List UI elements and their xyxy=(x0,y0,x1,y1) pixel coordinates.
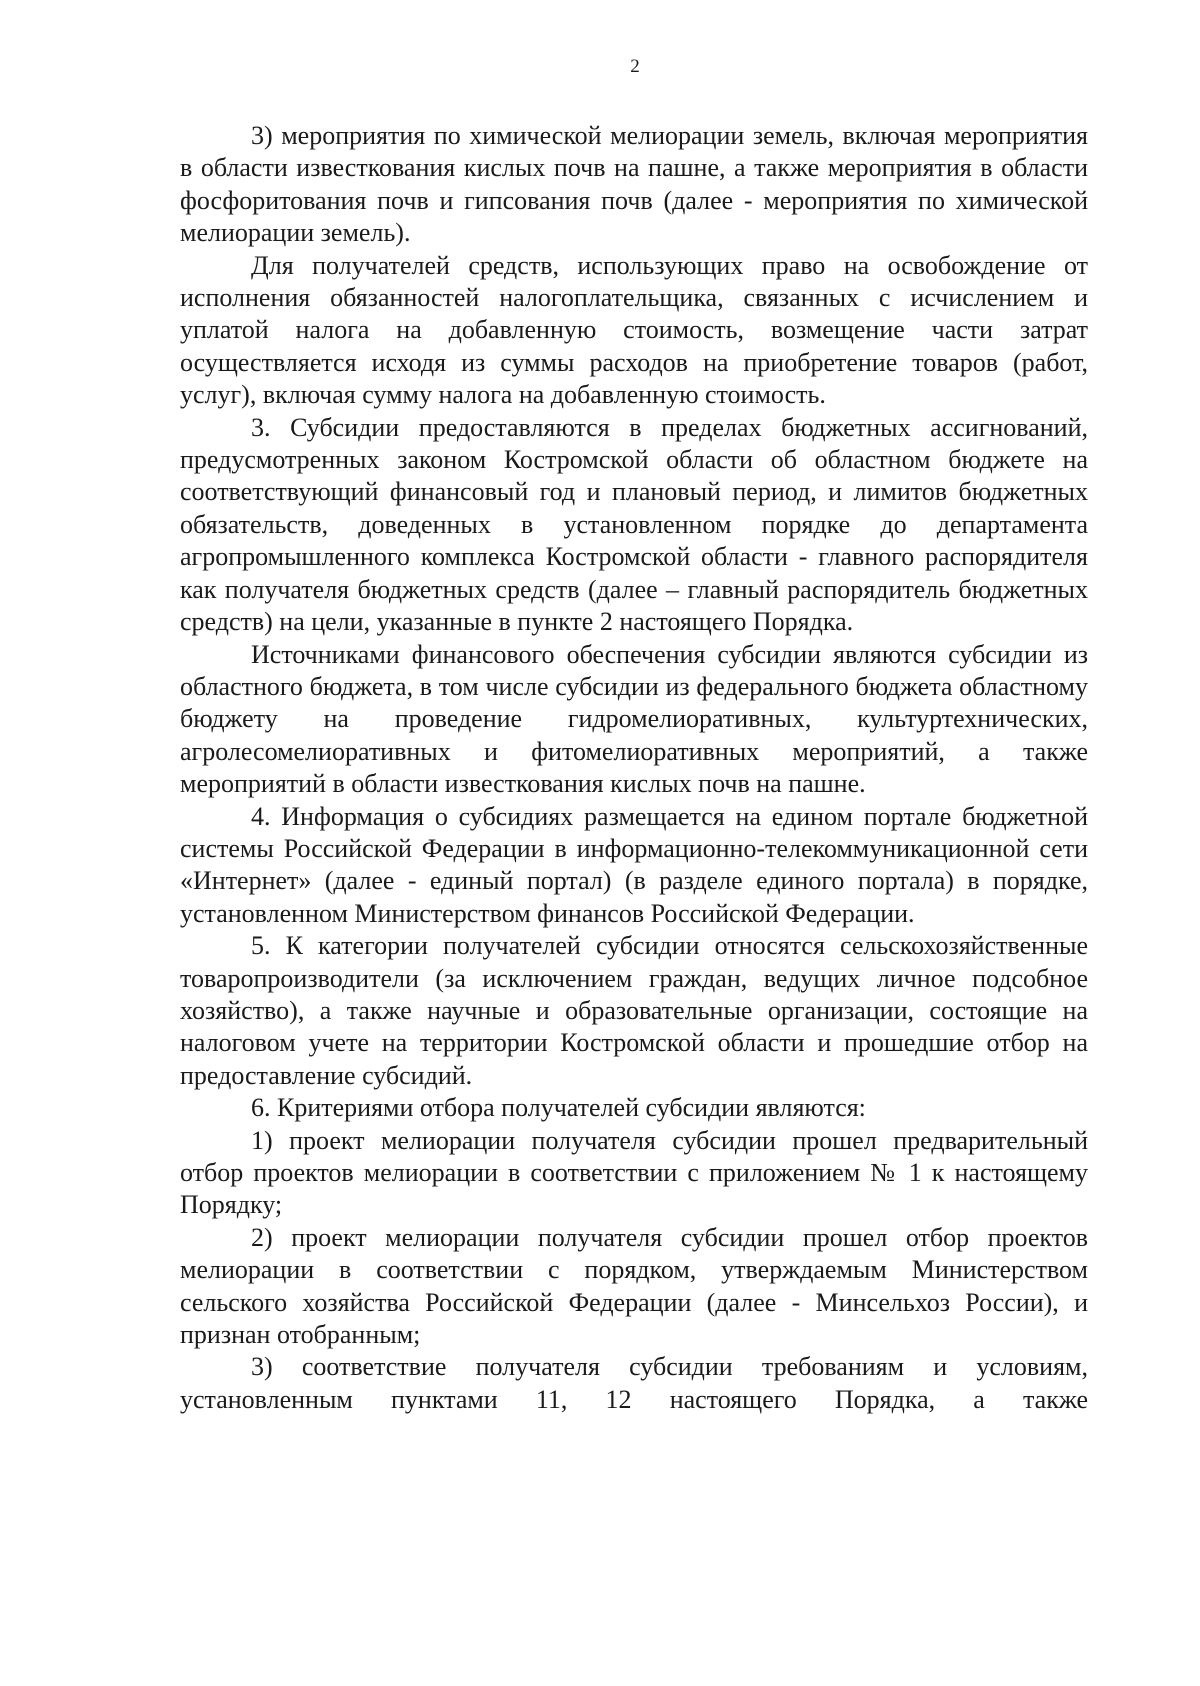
paragraph-criterion-3: 3) соответствие получателя субсидии требованиям и условиям, установленным пунктами 11, 12 настоящего Порядка, а также xyxy=(180,1352,1088,1414)
paragraph-clause-3: 3. Субсидии предоставляются в пределах бюджетных ассигнований, предусмотренных законом Костромской области об областном бюджете на соответствующий финансовый год и плановый период, и лимитов бюджетных обязательств, доведенных в установленном порядке до департамента агропромышленного комплекса Костромской области - главного распорядителя как получателя бюджетных средств (далее – главный распорядитель бюджетных средств) на цели, указанные в пункте 2 настоящего Порядка. xyxy=(180,412,1088,637)
paragraph-clause-4: 4. Информация о субсидиях размещается на едином портале бюджетной системы Российской Федерации в информационно-телекоммуникационной сети «Интернет» (далее - единый портал) (в разделе единого портала) в порядке, установленном Министерством финансов Российской Федерации. xyxy=(180,801,1088,928)
document-body xyxy=(180,120,1088,1416)
paragraph-clause-6: 6. Критериями отбора получателей субсидии являются: xyxy=(251,1093,866,1123)
paragraph-vat-exemption: Для получателей средств, использующих право на освобождение от исполнения обязанностей налогоплательщика, связанных с исчислением и уплатой налога на добавленную стоимость, возмещение части затрат осуществляется исходя из суммы расходов на приобретение товаров (работ, услуг), включая сумму налога на добавленную стоимость. xyxy=(180,250,1088,410)
paragraph-clause-5: 5. К категории получателей субсидии относятся сельскохозяйственные товаропроизводители (за исключением граждан, ведущих личное подсобное хозяйство), а также научные и образовательные организации, состоящие на налоговом учете на территории Костромской области и прошедшие отбор на предоставление субсидий. xyxy=(180,931,1088,1090)
paragraph-criterion-1: 1) проект мелиорации получателя субсидии прошел предварительный отбор проектов мелиорации в соответствии с приложением № 1 к настоящему Порядку; xyxy=(180,1125,1088,1220)
paragraph-chemical-melioration: 3) мероприятия по химической мелиорации земель, включая мероприятия в области известкования кислых почв на пашне, а также мероприятия в области фосфоритования почв и гипсования почв (далее - мероприятия по химической мелиорации земель). xyxy=(180,121,1088,248)
paragraph-funding-sources: Источниками финансового обеспечения субсидии являются субсидии из областного бюджета, в том числе субсидии из федерального бюджета областному бюджету на проведение гидромелиоративных, культуртехнических, агролесомелиоративных и фитомелиоративных мероприятий, а также мероприятий в области известкования кислых почв на пашне. xyxy=(180,639,1088,799)
page-number: 2 xyxy=(630,56,640,77)
paragraph-criterion-2: 2) проект мелиорации получателя субсидии прошел отбор проектов мелиорации в соответствии с порядком, утверждаемым Министерством сельского хозяйства Российской Федерации (далее - Минсельхоз России), и признан отобранным; xyxy=(180,1222,1088,1350)
